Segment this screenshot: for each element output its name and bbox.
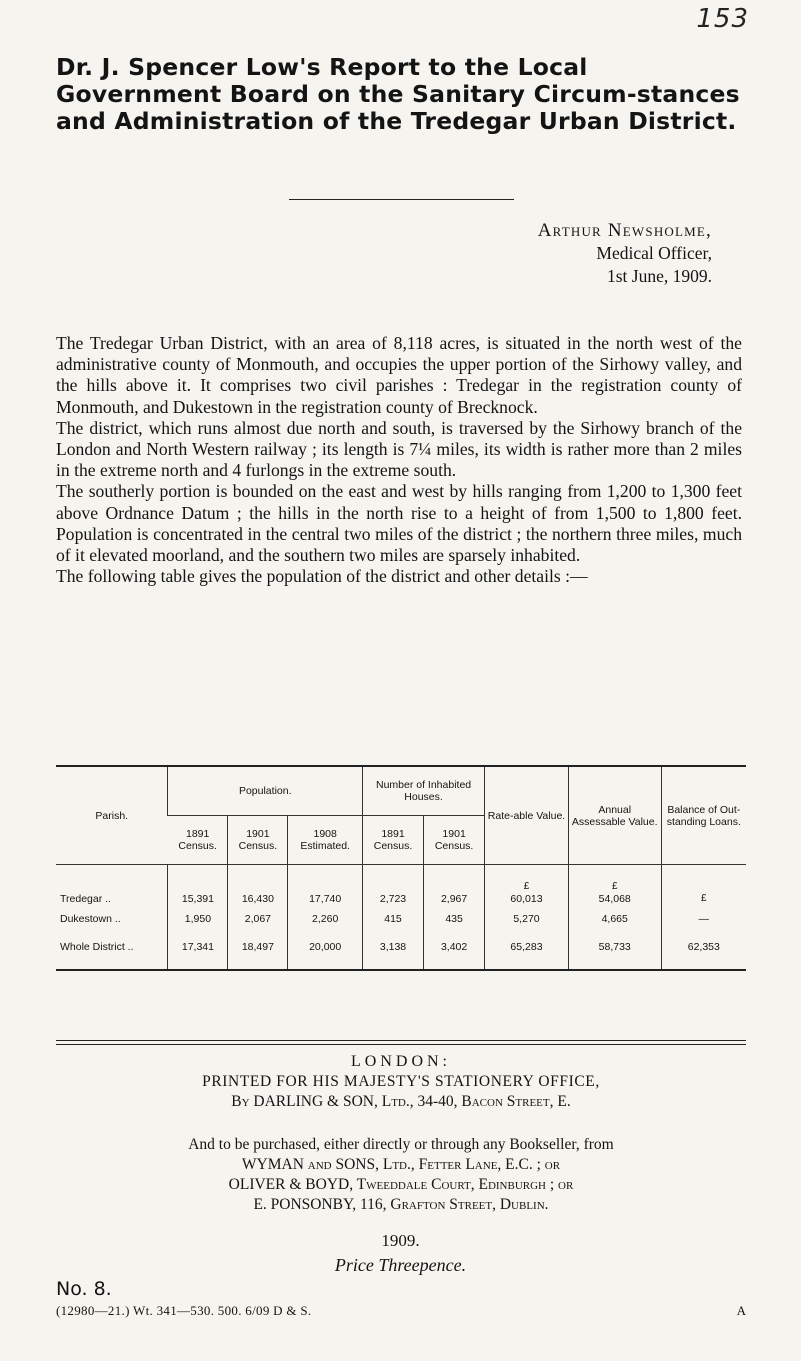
paragraph: The Tredegar Urban District, with an area of 8,118 acres, is situated in the north west of the administrative county of Monmouth, and occupies the upper portion of the Sirhowy valley, and the hills above it. It comprises two civil parishes : Tredegar in the registration county of Monmouth, and Dukestown in the registration county of Brecknock. <box>56 333 742 417</box>
cell-pop-1891: 1,950 <box>168 905 228 925</box>
header-assessable-value: Annual Assessable Value. <box>568 766 661 865</box>
currency-symbol: £ <box>523 881 530 892</box>
publication-year: 1909. <box>381 1231 420 1250</box>
purchase-line: OLIVER & BOYD, Tweeddale Court, Edinburgh ; or <box>228 1176 574 1193</box>
cell-pop-1891: 17,341 <box>168 925 228 970</box>
cell-parish: Dukestown .. <box>60 913 121 925</box>
paragraph: The southerly portion is bounded on the east and west by hills ranging from 1,200 to 1,300 feet above Ordnance Datum ; the hills in the north rise to a height of from 1,500 to 1,800 feet. Population is concentrated in the central two miles of the district ; the northern three miles, much of it elevated moorland, and the southern two miles are sparsely inhabited. <box>56 481 742 566</box>
signatory-role: Medical Officer, <box>596 243 712 263</box>
cell-loans: 62,353 <box>661 925 746 970</box>
header-estimated-1908: 1908 Estimated. <box>288 816 363 865</box>
print-code: (12980—21.) Wt. 341—530. 500. 6/09 D & S. <box>56 1303 312 1318</box>
signature-letter: A <box>736 1303 746 1318</box>
header-population: Population. <box>168 766 363 816</box>
table-row-total <box>56 925 746 970</box>
cell-houses-1901: 3,402 <box>424 925 485 970</box>
signature-block <box>0 219 712 288</box>
cell-loans: — <box>661 905 746 925</box>
cell-pop-1908: 20,000 <box>288 925 363 970</box>
imprint-publisher: By DARLING & SON, Ltd., 34-40, Bacon Street, E. <box>231 1093 571 1110</box>
cell-houses-1891: 3,138 <box>362 925 423 970</box>
cell-pop-1901: 18,497 <box>228 925 288 970</box>
cell-pop-1901: 16,430 <box>228 865 288 906</box>
currency-symbol: £ <box>611 881 618 892</box>
paragraph: The following table gives the population of the district and other details :— <box>56 566 588 587</box>
cell-pop-1891: 15,391 <box>168 865 228 906</box>
header-parish: Parish. <box>56 766 168 865</box>
cell-pop-1908: 17,740 <box>288 865 363 906</box>
purchase-line: And to be purchased, either directly or through any Bookseller, from <box>188 1136 614 1153</box>
cell-houses-1901: 2,967 <box>424 865 485 906</box>
paragraph: The district, which runs almost due north and south, is traversed by the Sirhowy branch of the London and North Western railway ; its length is 7¼ miles, its width is rather more than 2 miles in the extreme north and 4 furlongs in the extreme south. <box>56 417 742 481</box>
purchase-line: E. PONSONBY, 116, Grafton Street, Dublin. <box>253 1196 549 1213</box>
signatory-name: Arthur Newsholme, <box>537 220 712 241</box>
header-houses-1891: 1891 Census. <box>362 816 423 865</box>
header-rateable-value: Rate-able Value. <box>485 766 569 865</box>
page-corner-mark: 153 <box>696 4 749 34</box>
cell-pop-1908: 2,260 <box>288 905 363 925</box>
cell-assessable: £ 54,068 <box>568 865 661 906</box>
header-houses-1901: 1901 Census. <box>424 816 485 865</box>
footer-divider <box>56 1040 746 1041</box>
cell-assessable: 4,665 <box>568 905 661 925</box>
title-divider <box>289 199 514 200</box>
purchase-line: WYMAN and SONS, Ltd., Fetter Lane, E.C. ; or <box>241 1156 561 1173</box>
footer-divider <box>56 1044 746 1045</box>
header-outstanding-loans: Balance of Out-standing Loans. <box>661 766 746 865</box>
cell-rateable: 5,270 <box>485 905 569 925</box>
cell-houses-1891: 2,723 <box>362 865 423 906</box>
cell-houses-1891: 415 <box>362 905 423 925</box>
cell-parish: Tredegar .. <box>60 893 111 905</box>
cell-parish: Whole District .. <box>60 941 134 953</box>
imprint-city: LONDON: <box>351 1053 451 1070</box>
population-table <box>56 765 746 971</box>
imprint-printer: PRINTED FOR HIS MAJESTY'S STATIONERY OFFICE, <box>202 1073 600 1090</box>
header-census-1901: 1901 Census. <box>228 816 288 865</box>
header-census-1891: 1891 Census. <box>168 816 228 865</box>
report-body <box>56 333 742 587</box>
price: Price Threepence. <box>334 1255 467 1275</box>
header-houses: Number of Inhabited Houses. <box>362 766 484 816</box>
purchase-block <box>56 1135 746 1215</box>
population-table-wrapper <box>56 765 746 971</box>
cell-assessable: 58,733 <box>568 925 661 970</box>
cell-houses-1901: 435 <box>424 905 485 925</box>
report-number: No. 8. <box>56 1278 112 1300</box>
imprint-block <box>56 1052 746 1112</box>
cell-loans <box>661 865 746 906</box>
cell-rateable: £ 60,013 <box>485 865 569 906</box>
cell-pop-1901: 2,067 <box>228 905 288 925</box>
currency-symbol: £ <box>701 893 707 904</box>
table-row <box>56 905 746 925</box>
cell-rateable: 65,283 <box>485 925 569 970</box>
report-title: Dr. J. Spencer Low's Report to the Local Government Board on the Sanitary Circum-stances and Administration of the Tredegar Urban District. <box>56 53 740 135</box>
table-row <box>56 865 746 906</box>
signature-date: 1st June, 1909. <box>607 266 712 286</box>
